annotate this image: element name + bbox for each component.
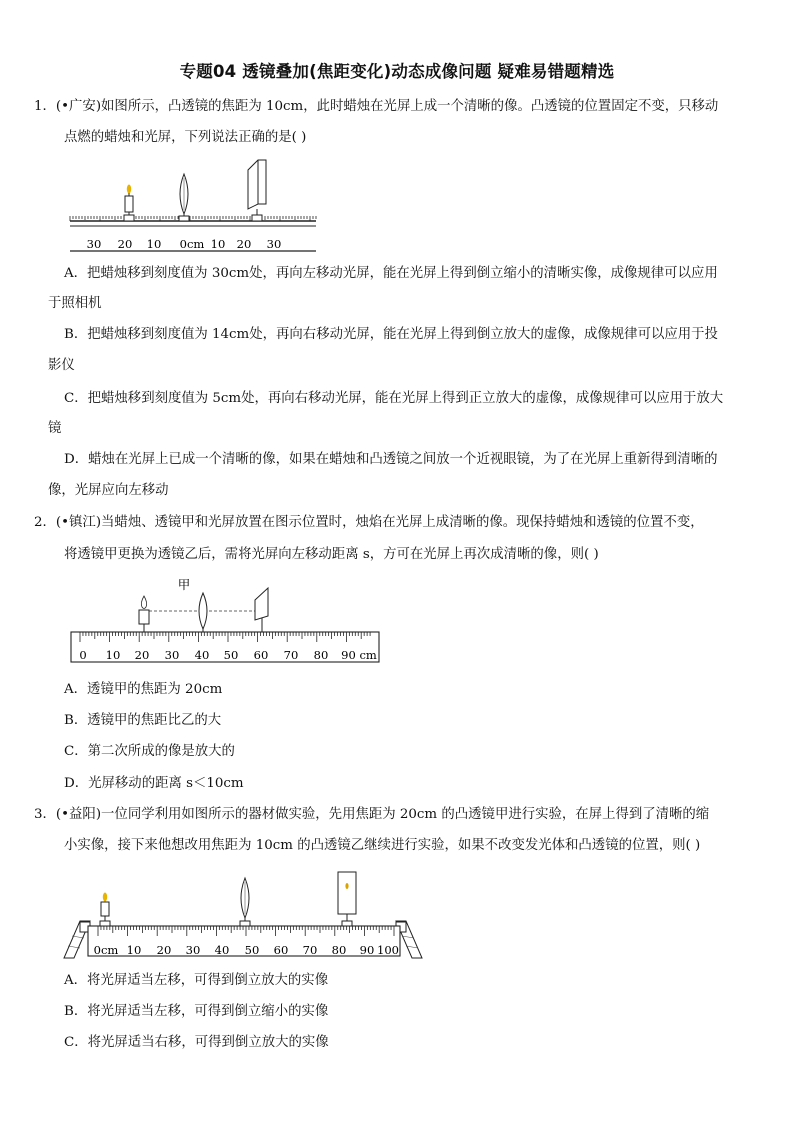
page-title: 专题04 透镜叠加(焦距变化)动态成像问题 疑难易错题精选 [179, 62, 615, 81]
q1-option-d-line-2: 像，光屏应向左移动 [48, 483, 169, 498]
q1-option-a-line-1: A．把蜡烛移到刻度值为 30cm处，再向左移动光屏，能在光屏上得到倒立缩小的清晰实像，成像规律可以应用 [64, 266, 718, 281]
q1-tick-label: 10 [210, 237, 226, 251]
q1-tick-label: 0cm [179, 237, 205, 251]
q3-tick-label: 10 [126, 943, 142, 957]
q3-figure-optical-bench [62, 866, 424, 964]
q1-stem-line-1: 1．(•广安)如图所示，凸透镜的焦距为 10cm，此时蜡烛在光屏上成一个清晰的像。凸透镜的位置固定不变，只移动 [34, 99, 719, 114]
q1-tick-label: 20 [236, 237, 252, 251]
q1-option-b-line-2: 影仪 [48, 358, 75, 373]
q3-option-b: B．将光屏适当左移，可得到倒立缩小的实像 [64, 1004, 329, 1019]
q3-candle [100, 893, 110, 927]
q2-tick-label: 50 [223, 648, 239, 662]
q1-option-a-line-2: 于照相机 [48, 296, 102, 311]
q2-tick-label: 10 [105, 648, 121, 662]
q2-tick-label: 80 [313, 648, 329, 662]
q3-tick-label: 70 [302, 943, 318, 957]
q3-tick-label: 0cm [93, 943, 119, 957]
q1-light-screen [248, 160, 266, 221]
q1-stem-line-2: 点燃的蜡烛和光屏，下列说法正确的是( ) [64, 130, 307, 145]
q3-option-a: A．将光屏适当左移，可得到倒立放大的实像 [64, 973, 329, 988]
q2-light-screen [255, 588, 268, 632]
q1-option-c-line-2: 镜 [48, 421, 62, 436]
q1-option-b-line-1: B．把蜡烛移到刻度值为 14cm处，再向右移动光屏，能在光屏上得到倒立放大的虚像，成像规律可以应用于投 [64, 327, 718, 342]
q2-lens-label: 甲 [177, 577, 191, 592]
q1-option-d-line-1: D．蜡烛在光屏上已成一个清晰的像，如果在蜡烛和凸透镜之间放一个近视眼镜，为了在光屏上重新得到清晰的 [64, 452, 718, 467]
q2-tick-label: 60 [253, 648, 269, 662]
q3-convex-lens [240, 878, 250, 926]
q2-stem-line-2: 将透镜甲更换为透镜乙后，需将光屏向左移动距离 s，方可在光屏上再次成清晰的像，则( ) [64, 547, 599, 562]
q3-option-c: C．将光屏适当右移，可得到倒立放大的实像 [64, 1035, 329, 1050]
q2-convex-lens [178, 577, 207, 632]
q3-tick-label: 90 [359, 943, 375, 957]
q2-tick-label: 30 [164, 648, 180, 662]
q2-option-b: B．透镜甲的焦距比乙的大 [64, 713, 222, 728]
q1-tick-label: 30 [266, 237, 282, 251]
q1-option-c-line-1: C．把蜡烛移到刻度值为 5cm处，再向右移动光屏，能在光屏上得到正立放大的虚像，成像规律可以应用于放大 [64, 391, 724, 406]
q3-image-spot [345, 883, 348, 889]
q2-option-d: D．光屏移动的距离 s＜10cm [64, 776, 244, 791]
q2-figure-optical-bench [66, 572, 384, 668]
q2-candle [139, 596, 149, 632]
q1-figure-optical-bench [62, 152, 324, 256]
q3-stem-line-1: 3．(•益阳)一位同学利用如图所示的器材做实验，先用焦距为 20cm 的凸透镜甲进行实验，在屏上得到了清晰的缩 [34, 807, 710, 822]
q1-tick-label: 10 [146, 237, 162, 251]
q2-tick-label: 0 [79, 648, 87, 662]
q2-tick-label: 90 cm [341, 648, 377, 662]
q1-convex-lens [179, 174, 189, 221]
q2-option-a: A．透镜甲的焦距为 20cm [64, 682, 223, 697]
q3-tick-label: 100 [377, 943, 399, 957]
q2-tick-label: 20 [134, 648, 150, 662]
q2-option-c: C．第二次所成的像是放大的 [64, 744, 235, 759]
q2-tick-label: 40 [194, 648, 210, 662]
q3-tick-label: 60 [273, 943, 289, 957]
q3-stem-line-2: 小实像，接下来他想改用焦距为 10cm 的凸透镜乙继续进行实验，如果不改变发光体和凸透镜的位置，则( ) [64, 838, 701, 853]
q3-tick-label: 80 [331, 943, 347, 957]
q1-tick-label: 30 [86, 237, 102, 251]
q2-tick-label: 70 [283, 648, 299, 662]
q3-tick-label: 40 [214, 943, 230, 957]
q2-stem-line-1: 2．(•镇江)当蜡烛、透镜甲和光屏放置在图示位置时，烛焰在光屏上成清晰的像。现保持蜡烛和透镜的位置不变， [34, 515, 704, 530]
q1-candle [124, 185, 134, 222]
q1-tick-label: 20 [117, 237, 133, 251]
q3-tick-label: 20 [156, 943, 172, 957]
q3-tick-label: 50 [244, 943, 260, 957]
q3-light-screen [338, 872, 356, 926]
q3-tick-label: 30 [185, 943, 201, 957]
